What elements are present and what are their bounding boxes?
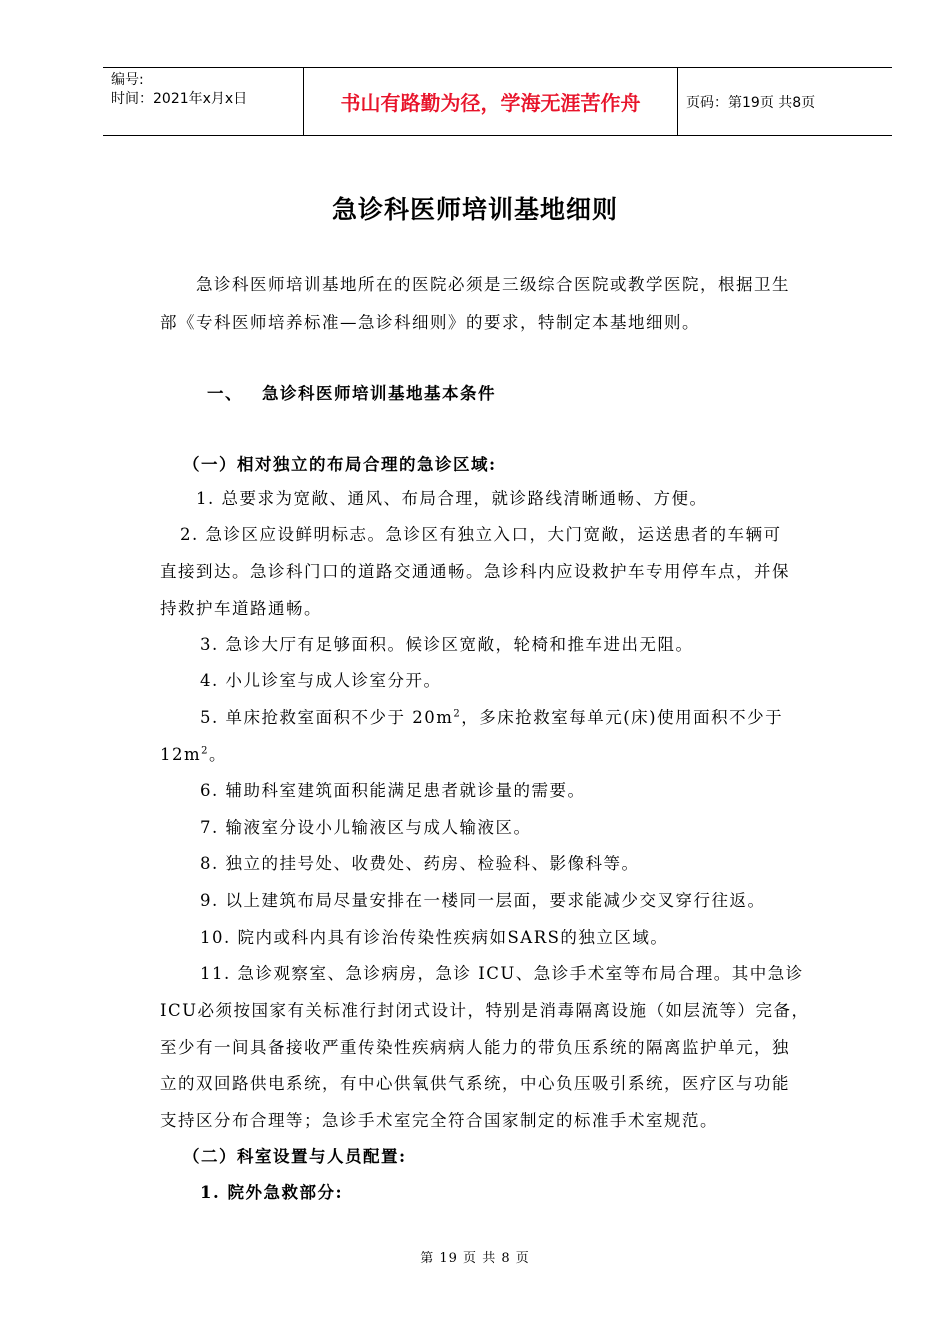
superscript-2: 2 <box>201 745 210 757</box>
item-5-text-d: 。 <box>209 745 228 764</box>
intro-line-1: 急诊科医师培训基地所在的医院必须是三级综合医院或教学医院，根据卫生 <box>196 275 790 294</box>
item-5-text-b: ，多床抢救室每单元(床)使用面积不少于 <box>461 708 784 727</box>
page-header <box>103 67 892 136</box>
item-3: 3. 急诊大厅有足够面积。候诊区宽敞，轮椅和推车进出无阻。 <box>200 635 694 654</box>
time-label: 时间：2021年x月x日 <box>111 91 248 107</box>
page-footer: 第 19 页 共 8 页 <box>420 1251 530 1266</box>
subsection-2-item-1: 1. 院外急救部分: <box>200 1183 344 1202</box>
item-1: 1. 总要求为宽敞、通风、布局合理，就诊路线清晰通畅、方便。 <box>196 489 708 508</box>
item-2-line-1: 2. 急诊区应设鲜明标志。急诊区有独立入口，大门宽敞，运送患者的车辆可 <box>180 525 782 544</box>
item-11-line-4: 立的双回路供电系统，有中心供氧供气系统，中心负压吸引系统，医疗区与功能 <box>160 1074 790 1093</box>
header-motto: 书山有路勤为径，学海无涯苦作舟 <box>304 68 678 135</box>
item-10: 10. 院内或科内具有诊治传染性疾病如SARS的独立区域。 <box>200 928 669 947</box>
header-meta <box>103 68 304 135</box>
document-title: 急诊科医师培训基地细则 <box>331 195 618 224</box>
item-11-line-3: 至少有一间具备接收严重传染性疾病病人能力的带负压系统的隔离监护单元，独 <box>160 1038 790 1057</box>
item-8: 8. 独立的挂号处、收费处、药房、检验科、影像科等。 <box>200 854 640 873</box>
section-1-number: 一、 <box>207 384 243 403</box>
item-5-text-a: 5. 单床抢救室面积不少于 20m <box>200 708 454 727</box>
item-9: 9. 以上建筑布局尽量安排在一楼同一层面，要求能减少交叉穿行往返。 <box>200 891 766 910</box>
header-page-number: 页码：第19页 共8页 <box>686 94 816 111</box>
item-2-line-2: 直接到达。急诊科门口的道路交通通畅。急诊科内应设救护车专用停车点，并保 <box>160 562 790 581</box>
item-5-line-1 <box>200 704 783 728</box>
item-6: 6. 辅助科室建筑面积能满足患者就诊量的需要。 <box>200 781 586 800</box>
superscript-2: 2 <box>453 708 462 720</box>
item-11-line-1: 11. 急诊观察室、急诊病房，急诊 ICU、急诊手术室等布局合理。其中急诊 <box>200 964 804 983</box>
section-1-title: 急诊科医师培训基地基本条件 <box>262 384 496 403</box>
item-11-line-2: ICU必须按国家有关标准行封闭式设计，特别是消毒隔离设施（如层流等）完备， <box>160 1001 810 1020</box>
item-11-line-5: 支持区分布合理等；急诊手术室完全符合国家制定的标准手术室规范。 <box>160 1111 718 1130</box>
subsection-1-heading: （一）相对独立的布局合理的急诊区域: <box>183 455 497 474</box>
subsection-2-heading: （二）科室设置与人员配置: <box>183 1147 407 1166</box>
item-4: 4. 小儿诊室与成人诊室分开。 <box>200 671 442 690</box>
intro-line-2: 部《专科医师培养标准—急诊科细则》的要求，特制定本基地细则。 <box>160 313 700 332</box>
item-2-line-3: 持救护车道路通畅。 <box>160 599 322 618</box>
item-5-line-2 <box>160 741 227 765</box>
item-5-text-c: 12m <box>160 745 202 764</box>
number-label: 编号: <box>111 72 144 88</box>
item-7: 7. 输液室分设小儿输液区与成人输液区。 <box>200 818 532 837</box>
